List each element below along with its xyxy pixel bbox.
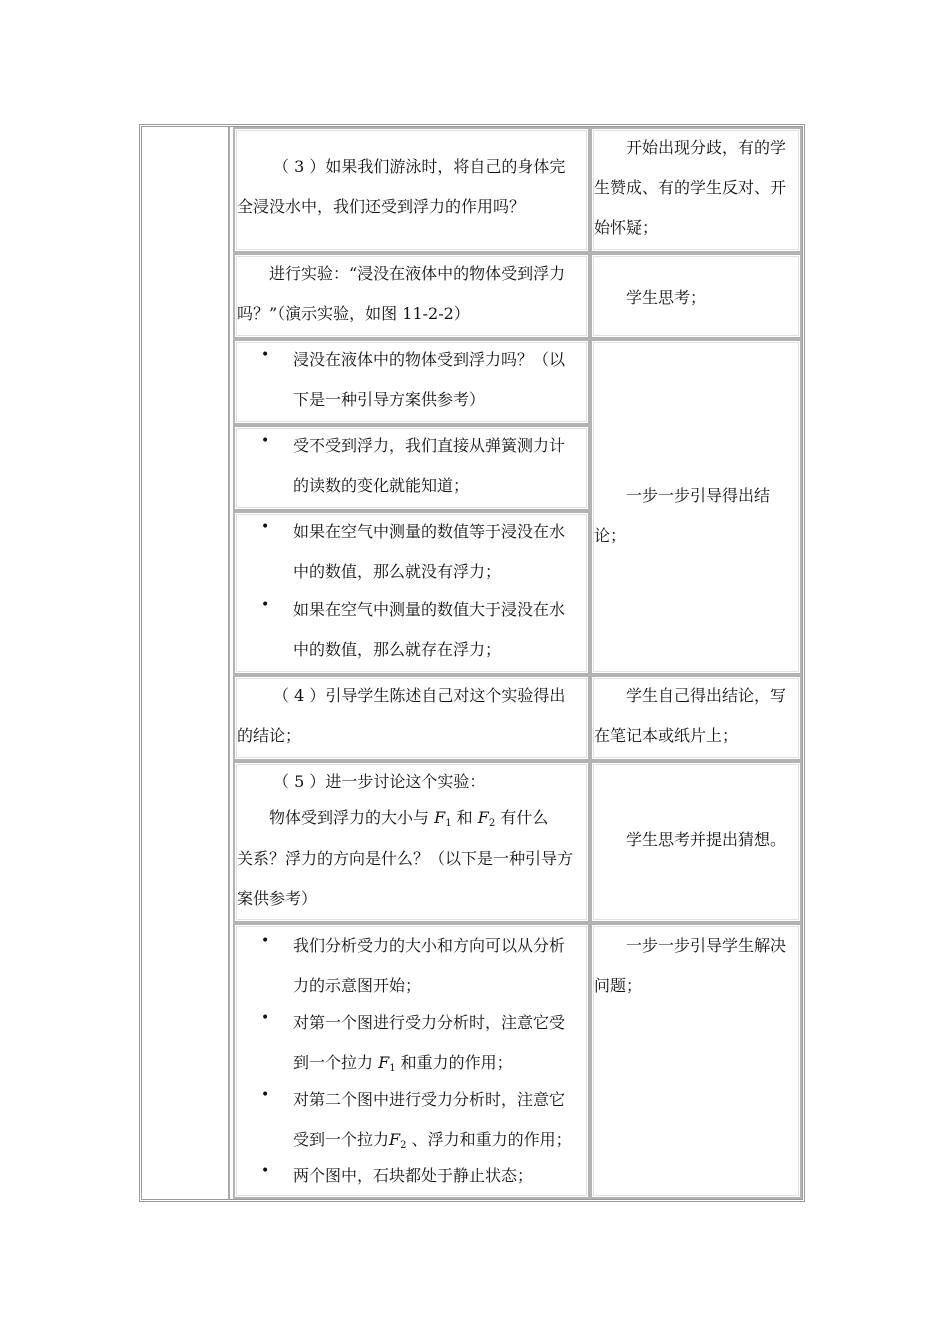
row6-b3-pre: 受到一个拉力 bbox=[293, 1130, 390, 1149]
row2-right-line1: 学生思考； bbox=[626, 288, 707, 307]
row6-right-cell bbox=[590, 923, 802, 1199]
row6-b2-line2 bbox=[293, 1050, 513, 1073]
row6-b3-line2 bbox=[293, 1127, 572, 1150]
row6-b1-line2: 力的示意图开始； bbox=[293, 976, 422, 995]
subscript-1: 1 bbox=[389, 1063, 396, 1074]
row1-right-cell bbox=[590, 127, 802, 253]
force-symbol-f1: F bbox=[434, 808, 446, 827]
bullet-marker: • bbox=[261, 433, 270, 449]
row3b-line1: 受不受到浮力，我们直接从弹簧测力计 bbox=[293, 436, 566, 455]
row5-right-line1: 学生思考并提出猜想。 bbox=[626, 830, 787, 849]
row1-left-line1: （ 3 ）如果我们游泳时，将自己的身体完 bbox=[273, 157, 566, 176]
row5-left-line2 bbox=[269, 805, 548, 828]
row4-right-cell bbox=[590, 675, 802, 761]
bullet-marker: • bbox=[261, 597, 270, 613]
row1-left-line2: 全浸没水中，我们还受到浮力的作用吗？ bbox=[237, 197, 526, 216]
row6-b4-line1: 两个图中，石块都处于静止状态； bbox=[293, 1166, 534, 1185]
bullet-marker: • bbox=[261, 1163, 270, 1179]
subscript-2: 2 bbox=[488, 818, 496, 829]
bullet-marker: • bbox=[261, 519, 270, 535]
row6-b2-post: 和重力的作用； bbox=[395, 1053, 513, 1072]
row6-b2-line1: 对第一个图进行受力分析时，注意它受 bbox=[293, 1013, 566, 1032]
row4-right-line2: 在笔记本或纸片上； bbox=[594, 726, 739, 745]
row1-right-line1: 开始出现分歧，有的学 bbox=[626, 138, 787, 157]
row4-left-line2: 的结论； bbox=[237, 726, 302, 745]
row6-b3-line1: 对第二个图中进行受力分析时，注意它 bbox=[293, 1090, 566, 1109]
row3c1-line1: 如果在空气中测量的数值等于浸没在水 bbox=[293, 522, 566, 541]
row3c1-line2: 中的数值，那么就没有浮力； bbox=[293, 562, 502, 581]
row5-left-cell bbox=[233, 761, 590, 923]
row1-right-line3: 始怀疑； bbox=[594, 218, 659, 237]
row5-text-post: 有什么 bbox=[495, 808, 549, 827]
row6-b3-post: 、浮力和重力的作用； bbox=[406, 1130, 572, 1149]
row3a-line2: 下是一种引导方案供参考） bbox=[293, 390, 486, 409]
bullet-marker: • bbox=[261, 1010, 270, 1026]
row5-text-pre: 物体受到浮力的大小与 bbox=[269, 808, 435, 827]
subscript-2: 2 bbox=[400, 1140, 407, 1151]
row6-right-line2: 问题； bbox=[594, 976, 643, 995]
row5-left-line3: 关系？浮力的方向是什么？（以下是一种引导方 bbox=[237, 849, 574, 868]
row3-right-line2: 论； bbox=[594, 526, 627, 545]
row3b-line2: 的读数的变化就能知道； bbox=[293, 476, 470, 495]
row3c2-line2: 中的数值，那么就存在浮力； bbox=[293, 640, 502, 659]
row4-left-line1: （ 4 ）引导学生陈述自己对这个实验得出 bbox=[273, 686, 566, 705]
row4-left-cell bbox=[233, 675, 590, 761]
bullet-marker: • bbox=[261, 1087, 270, 1103]
bullet-marker: • bbox=[261, 933, 270, 949]
row3-right-cell bbox=[590, 339, 802, 675]
row3a-line1: 浸没在液体中的物体受到浮力吗？（以 bbox=[293, 350, 566, 369]
row1-right-line2: 生赞成、有的学生反对、开 bbox=[594, 178, 787, 197]
force-symbol-f1: F bbox=[378, 1053, 390, 1072]
row2-left-line1: 进行实验：“浸没在液体中的物体受到浮力 bbox=[269, 264, 566, 283]
row5-left-line4: 案供参考） bbox=[237, 889, 318, 908]
row4-right-line1: 学生自己得出结论，写 bbox=[626, 686, 787, 705]
force-symbol-f2: F bbox=[389, 1130, 401, 1149]
row6-right-line1: 一步一步引导学生解决 bbox=[626, 936, 787, 955]
subscript-1: 1 bbox=[445, 818, 452, 829]
row2-left-line2: 吗？”（演示实验，如图 11-2-2） bbox=[237, 304, 470, 323]
bullet-marker: • bbox=[261, 347, 270, 363]
table-left-column bbox=[142, 127, 230, 1199]
row3-right-line1: 一步一步引导得出结 bbox=[626, 486, 771, 505]
row3c2-line1: 如果在空气中测量的数值大于浸没在水 bbox=[293, 600, 566, 619]
row1-left-cell bbox=[233, 127, 590, 253]
row2-right-cell bbox=[590, 253, 802, 339]
row2-left-cell bbox=[233, 253, 590, 339]
row3-left-cell-c bbox=[233, 511, 590, 675]
row5-right-cell bbox=[590, 761, 802, 923]
force-symbol-f2: F bbox=[477, 808, 489, 827]
row3-left-cell-b bbox=[233, 425, 590, 511]
row5-left-line1: （ 5 ）进一步讨论这个实验： bbox=[273, 772, 486, 791]
row5-text-and: 和 bbox=[451, 808, 478, 827]
row6-left-cell bbox=[233, 923, 590, 1199]
row6-b2-pre: 到一个拉力 bbox=[293, 1053, 379, 1072]
row6-b1-line1: 我们分析受力的大小和方向可以从分析 bbox=[293, 936, 566, 955]
row3-left-cell-a bbox=[233, 339, 590, 425]
